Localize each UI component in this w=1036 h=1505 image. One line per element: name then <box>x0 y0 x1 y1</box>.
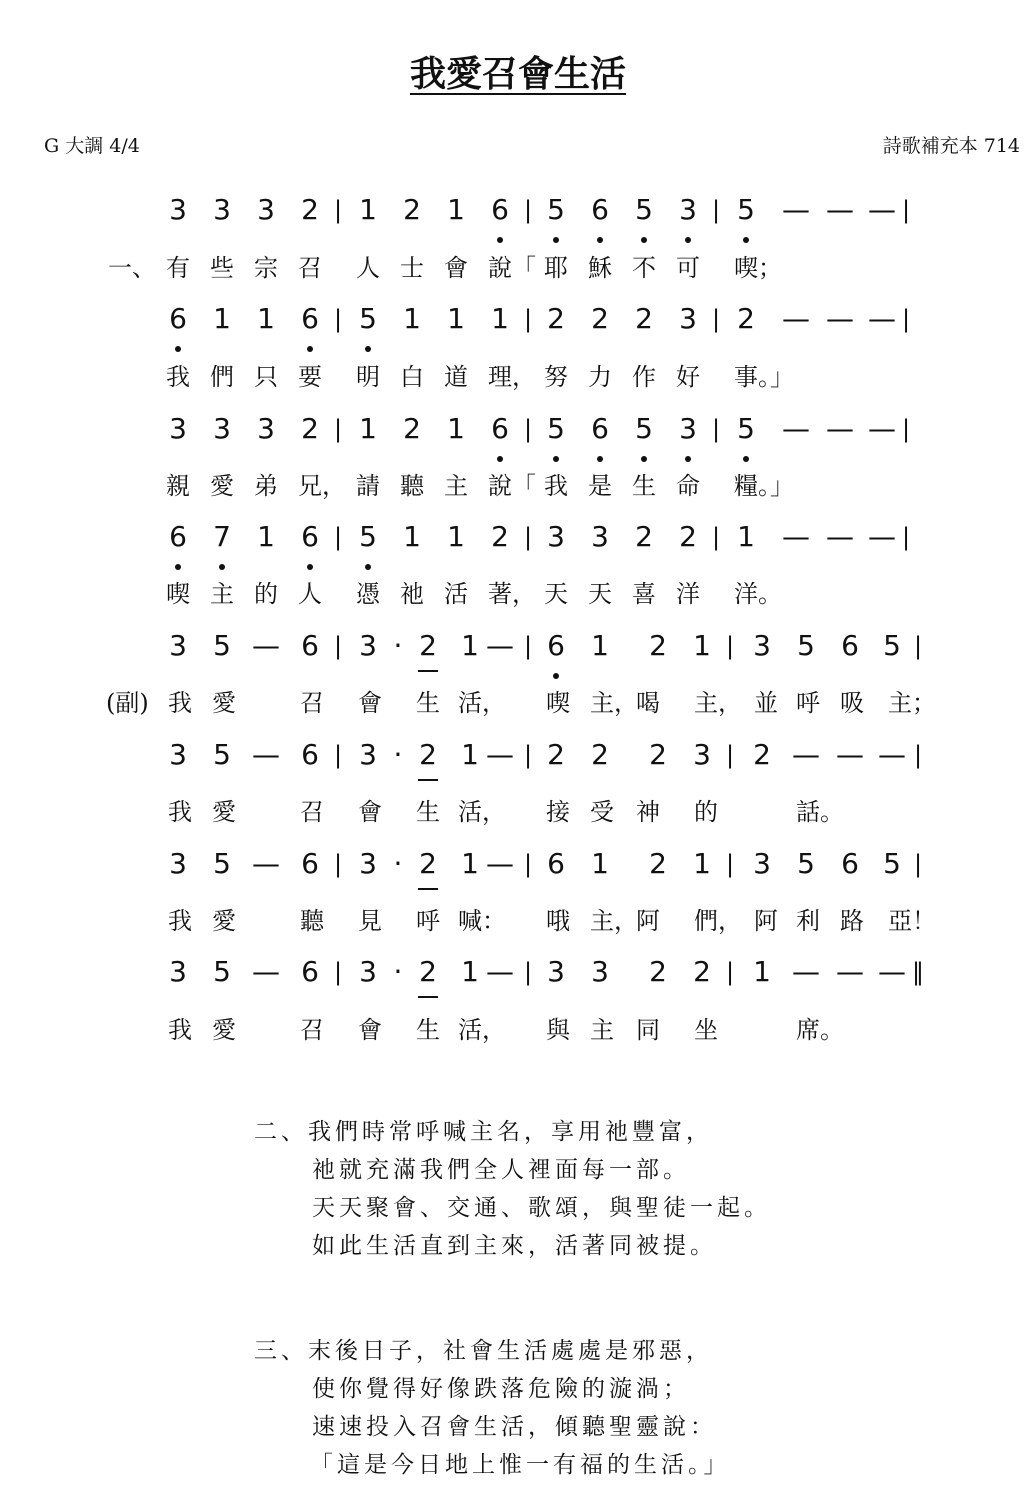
lyric-syllable: 主， <box>694 689 742 717</box>
barline: | <box>913 850 923 878</box>
note: 1 <box>447 193 465 226</box>
note: 2 <box>301 193 319 226</box>
note: — <box>486 738 514 771</box>
note: 2 <box>737 302 755 335</box>
notation-row <box>0 846 1036 886</box>
note: 2 <box>649 847 667 880</box>
lyric-syllable: 召 <box>300 798 324 826</box>
note: 6 <box>841 847 859 880</box>
barline: | <box>333 850 343 878</box>
barline: | <box>333 523 343 551</box>
note: 6 <box>580 192 620 228</box>
note: 1 <box>447 520 465 553</box>
note: · <box>393 847 403 880</box>
lyric-syllable: 主 <box>444 472 468 500</box>
lyric-syllable: 見 <box>358 907 382 935</box>
barline: | <box>711 523 721 551</box>
note: — <box>826 520 854 553</box>
note: · <box>393 629 403 662</box>
note: 2 <box>491 520 509 553</box>
lyric-syllable: 與 <box>546 1016 570 1044</box>
note: 1 <box>447 302 465 335</box>
note: 5 <box>624 411 664 447</box>
barline: | <box>333 741 343 769</box>
barline: | <box>725 850 735 878</box>
verse-line: 祂就充滿我們全人裡面每一部。 <box>312 1157 690 1183</box>
lyric-syllable: 主 <box>210 580 234 608</box>
note: 6 <box>480 192 520 228</box>
note: — <box>252 955 280 988</box>
note: 1 <box>461 629 479 662</box>
lyric-syllable: 活， <box>458 1016 506 1044</box>
lyric-syllable: 坐 <box>694 1016 718 1044</box>
note: 2 <box>408 628 448 664</box>
verse-line: 天天聚會、交通、歌頌，與聖徒一起。 <box>312 1195 771 1221</box>
note: 3 <box>213 412 231 445</box>
note: 3 <box>359 629 377 662</box>
lyric-syllable: 喫 <box>166 580 190 608</box>
note: 3 <box>668 192 708 228</box>
lyric-syllable: 親 <box>166 472 190 500</box>
lyric-syllable: 生 <box>416 1016 440 1044</box>
lyric-syllable: 主， <box>590 907 638 935</box>
note: 2 <box>591 738 609 771</box>
lyric-syllable: 穌 <box>588 254 612 282</box>
note: 3 <box>591 955 609 988</box>
lyric-syllable: 哦 <box>546 907 570 935</box>
lyric-syllable: 接 <box>546 798 570 826</box>
lyric-syllable: 路 <box>840 907 864 935</box>
lyric-syllable: 力 <box>588 363 612 391</box>
note: 3 <box>679 302 697 335</box>
barline: | <box>523 632 533 660</box>
lyric-syllable: 士 <box>400 254 424 282</box>
lyric-syllable: 召 <box>300 689 324 717</box>
note: 2 <box>547 738 565 771</box>
note: 6 <box>480 411 520 447</box>
lyric-syllable: 主； <box>888 689 936 717</box>
lyric-row <box>0 253 1036 287</box>
lyric-syllable: 喝 <box>636 689 660 717</box>
verse-label: (副) <box>106 689 149 717</box>
note: 1 <box>461 738 479 771</box>
note: 3 <box>359 955 377 988</box>
lyric-syllable: 喜 <box>632 580 656 608</box>
note: — <box>878 738 906 771</box>
verse-line: 「這是今日地上惟一有福的生活。」 <box>310 1452 731 1478</box>
lyric-syllable: 話。 <box>796 798 844 826</box>
verse-line: 使你覺得好像跌落危險的漩渦； <box>312 1376 690 1402</box>
lyric-syllable: 有 <box>166 254 190 282</box>
verse-line: 二、我們時常呼喊主名，享用祂豐富， <box>254 1119 713 1145</box>
note: 1 <box>213 302 231 335</box>
note: — <box>836 955 864 988</box>
note: 3 <box>257 412 275 445</box>
note: 1 <box>403 302 421 335</box>
lyric-syllable: 我 <box>168 1016 192 1044</box>
note: 6 <box>301 629 319 662</box>
notation-row <box>0 411 1036 451</box>
note: 2 <box>649 738 667 771</box>
lyric-syllable: 生 <box>416 689 440 717</box>
lyric-syllable: 生 <box>632 472 656 500</box>
lyric-syllable: 主 <box>590 1016 614 1044</box>
note: 2 <box>408 846 448 882</box>
lyric-syllable: 會 <box>358 689 382 717</box>
note: 2 <box>408 737 448 773</box>
lyric-syllable: 活 <box>444 580 468 608</box>
note: 2 <box>403 193 421 226</box>
lyric-syllable: 些 <box>210 254 234 282</box>
note: 1 <box>737 520 755 553</box>
lyric-syllable: 生 <box>416 798 440 826</box>
note: 3 <box>257 193 275 226</box>
note: 1 <box>447 412 465 445</box>
lyric-syllable: 愛 <box>212 798 236 826</box>
note: · <box>393 955 403 988</box>
note: 7 <box>202 519 242 555</box>
lyric-syllable: 並 <box>754 689 778 717</box>
lyric-row <box>0 797 1036 831</box>
lyric-syllable: 召 <box>298 254 322 282</box>
note: 2 <box>635 302 653 335</box>
note: — <box>252 847 280 880</box>
note: 3 <box>169 412 187 445</box>
lyric-syllable: 明 <box>356 363 380 391</box>
notation-row <box>0 954 1036 994</box>
lyric-syllable: 兄， <box>298 472 346 500</box>
note: 3 <box>169 955 187 988</box>
barline: | <box>725 741 735 769</box>
barline: | <box>333 415 343 443</box>
note: 6 <box>536 628 576 664</box>
lyric-syllable: 阿 <box>754 907 778 935</box>
note: 2 <box>693 955 711 988</box>
note: 5 <box>213 955 231 988</box>
lyric-syllable: 作 <box>632 363 656 391</box>
note: 5 <box>797 629 815 662</box>
barline: | <box>333 958 343 986</box>
note: 3 <box>359 847 377 880</box>
hymn-title: 我愛召會生活 <box>409 53 626 95</box>
note: — <box>486 955 514 988</box>
barline: | <box>913 741 923 769</box>
lyric-syllable: 愛 <box>212 907 236 935</box>
lyric-syllable: 不 <box>632 254 656 282</box>
note: 3 <box>693 738 711 771</box>
note: — <box>486 847 514 880</box>
lyric-syllable: 愛 <box>212 689 236 717</box>
barline: | <box>333 305 343 333</box>
lyric-syllable: 洋 <box>676 580 700 608</box>
note: — <box>792 738 820 771</box>
note: — <box>836 738 864 771</box>
note: 1 <box>491 302 509 335</box>
lyric-syllable: 我 <box>168 907 192 935</box>
lyric-syllable: 喫； <box>734 254 782 282</box>
barline: | <box>523 415 533 443</box>
lyric-syllable: 的 <box>694 798 718 826</box>
note: — <box>782 302 810 335</box>
barline: | <box>901 196 911 224</box>
lyric-syllable: 的 <box>254 580 278 608</box>
lyric-syllable: 白 <box>400 363 424 391</box>
lyric-syllable: 會 <box>358 1016 382 1044</box>
lyric-syllable: 活， <box>458 798 506 826</box>
lyric-syllable: 糧。」 <box>734 472 794 500</box>
lyric-syllable: 我 <box>168 689 192 717</box>
note: 6 <box>290 301 330 337</box>
note: 5 <box>726 192 766 228</box>
barline: | <box>725 958 735 986</box>
note: 2 <box>649 955 667 988</box>
note: 2 <box>635 520 653 553</box>
note: — <box>792 955 820 988</box>
lyric-syllable: 愛 <box>212 1016 236 1044</box>
note: 5 <box>213 629 231 662</box>
note: 5 <box>213 738 231 771</box>
barline: | <box>725 632 735 660</box>
lyric-syllable: 天 <box>588 580 612 608</box>
lyric-syllable: 請 <box>356 472 380 500</box>
note: — <box>252 738 280 771</box>
note: 6 <box>547 847 565 880</box>
barline: | <box>711 415 721 443</box>
lyric-row <box>0 1015 1036 1049</box>
verse-line: 如此生活直到主來，活著同被提。 <box>312 1233 717 1259</box>
lyric-syllable: 愛 <box>210 472 234 500</box>
note: 6 <box>290 519 330 555</box>
note: 6 <box>580 411 620 447</box>
note: — <box>868 520 896 553</box>
verse-line: 速速投入召會生活，傾聽聖靈說： <box>312 1414 717 1440</box>
note: 5 <box>883 847 901 880</box>
notation-row <box>0 737 1036 777</box>
note: 3 <box>753 629 771 662</box>
note: 1 <box>461 847 479 880</box>
note: 6 <box>301 738 319 771</box>
note: 6 <box>301 955 319 988</box>
note: 5 <box>883 629 901 662</box>
note: — <box>782 193 810 226</box>
note: 5 <box>624 192 664 228</box>
notation-row <box>0 628 1036 668</box>
notation-row <box>0 519 1036 559</box>
note: 3 <box>169 193 187 226</box>
note: 5 <box>213 847 231 880</box>
note: 2 <box>408 954 448 990</box>
lyric-syllable: 們， <box>694 907 742 935</box>
note: 1 <box>257 520 275 553</box>
lyric-row <box>0 471 1036 505</box>
key-signature: G 大調 4/4 <box>44 135 140 157</box>
note: 3 <box>169 738 187 771</box>
note: 3 <box>547 520 565 553</box>
note: 1 <box>359 412 377 445</box>
lyric-syllable: 同 <box>636 1016 660 1044</box>
lyric-syllable: 命 <box>676 472 700 500</box>
note: 1 <box>591 847 609 880</box>
note: 3 <box>359 738 377 771</box>
lyric-syllable: 天 <box>544 580 568 608</box>
note: 3 <box>753 847 771 880</box>
barline: | <box>333 632 343 660</box>
lyric-syllable: 席。 <box>796 1016 844 1044</box>
lyric-syllable: 會 <box>444 254 468 282</box>
note: — <box>826 193 854 226</box>
note: 5 <box>348 301 388 337</box>
barline: | <box>901 305 911 333</box>
lyric-syllable: 亞！ <box>888 907 936 935</box>
lyric-syllable: 人 <box>356 254 380 282</box>
lyric-syllable: 喊： <box>458 907 506 935</box>
note: 1 <box>403 520 421 553</box>
lyric-syllable: 可 <box>676 254 700 282</box>
note: 6 <box>158 301 198 337</box>
lyric-syllable: 神 <box>636 798 660 826</box>
lyric-syllable: 著， <box>488 580 536 608</box>
lyric-syllable: 道 <box>444 363 468 391</box>
note: — <box>782 520 810 553</box>
lyric-syllable: 我 <box>168 798 192 826</box>
barline: | <box>523 196 533 224</box>
note: 1 <box>257 302 275 335</box>
lyric-row <box>0 579 1036 613</box>
lyric-syllable: 受 <box>590 798 614 826</box>
note: 3 <box>213 193 231 226</box>
lyric-row <box>0 688 1036 722</box>
notation-row <box>0 192 1036 232</box>
note: 5 <box>536 411 576 447</box>
lyric-syllable: 呼 <box>416 907 440 935</box>
note: 1 <box>461 955 479 988</box>
barline: | <box>523 305 533 333</box>
barline: | <box>523 850 533 878</box>
barline: | <box>523 958 533 986</box>
note: — <box>826 412 854 445</box>
note: 2 <box>403 412 421 445</box>
barline: | <box>711 196 721 224</box>
barline: | <box>711 305 721 333</box>
note: — <box>868 412 896 445</box>
barline: | <box>523 741 533 769</box>
note: — <box>878 955 906 988</box>
lyric-syllable: 宗 <box>254 254 278 282</box>
note: 1 <box>693 629 711 662</box>
lyric-syllable: 會 <box>358 798 382 826</box>
lyric-syllable: 人 <box>298 580 322 608</box>
note: 6 <box>301 847 319 880</box>
hymn-reference: 詩歌補充本 714 <box>882 135 1020 157</box>
lyric-syllable: 憑 <box>356 580 380 608</box>
lyric-syllable: 我 <box>544 472 568 500</box>
barline: ‖ <box>912 958 924 986</box>
barline: | <box>333 196 343 224</box>
verse-line: 三、末後日子，社會生活處處是邪惡， <box>254 1338 713 1364</box>
lyric-syllable: 召 <box>300 1016 324 1044</box>
lyric-syllable: 聽 <box>300 907 324 935</box>
lyric-syllable: 說「 <box>488 254 536 282</box>
barline: | <box>901 523 911 551</box>
lyric-syllable: 說「 <box>488 472 536 500</box>
note: 2 <box>301 412 319 445</box>
lyric-syllable: 我 <box>166 363 190 391</box>
note: 5 <box>726 411 766 447</box>
barline: | <box>523 523 533 551</box>
note: 2 <box>591 302 609 335</box>
lyric-syllable: 們 <box>210 363 234 391</box>
note: 6 <box>841 629 859 662</box>
lyric-syllable: 活， <box>458 689 506 717</box>
note: 5 <box>348 519 388 555</box>
note: 2 <box>649 629 667 662</box>
note: — <box>782 412 810 445</box>
lyric-syllable: 阿 <box>636 907 660 935</box>
barline: | <box>901 415 911 443</box>
lyric-syllable: 喫 <box>546 689 570 717</box>
note: 3 <box>169 847 187 880</box>
note: 2 <box>753 738 771 771</box>
lyric-row <box>0 906 1036 940</box>
lyric-syllable: 吸 <box>840 689 864 717</box>
lyric-syllable: 好 <box>676 363 700 391</box>
note: 3 <box>591 520 609 553</box>
note: — <box>868 193 896 226</box>
lyric-syllable: 努 <box>544 363 568 391</box>
note: 6 <box>158 519 198 555</box>
lyric-syllable: 理， <box>488 363 536 391</box>
lyric-syllable: 洋。 <box>734 580 782 608</box>
lyric-syllable: 利 <box>796 907 820 935</box>
verse-label: 一、 <box>108 254 156 282</box>
note: — <box>486 629 514 662</box>
note: 3 <box>668 411 708 447</box>
note: 3 <box>547 955 565 988</box>
lyric-syllable: 祂 <box>400 580 424 608</box>
note: 1 <box>359 193 377 226</box>
note: 5 <box>797 847 815 880</box>
lyric-row <box>0 362 1036 396</box>
note: — <box>252 629 280 662</box>
note: 1 <box>591 629 609 662</box>
note: — <box>868 302 896 335</box>
lyric-syllable: 要 <box>298 363 322 391</box>
note: 2 <box>679 520 697 553</box>
lyric-syllable: 是 <box>588 472 612 500</box>
lyric-syllable: 事。」 <box>734 363 794 391</box>
note: · <box>393 738 403 771</box>
lyric-syllable: 只 <box>254 363 278 391</box>
lyric-syllable: 聽 <box>400 472 424 500</box>
note: 2 <box>547 302 565 335</box>
note: 1 <box>693 847 711 880</box>
lyric-syllable: 呼 <box>796 689 820 717</box>
note: 5 <box>536 192 576 228</box>
note: 3 <box>169 629 187 662</box>
notation-row <box>0 301 1036 341</box>
lyric-syllable: 主， <box>590 689 638 717</box>
lyric-syllable: 弟 <box>254 472 278 500</box>
note: — <box>826 302 854 335</box>
barline: | <box>913 632 923 660</box>
lyric-syllable: 耶 <box>544 254 568 282</box>
note: 1 <box>753 955 771 988</box>
